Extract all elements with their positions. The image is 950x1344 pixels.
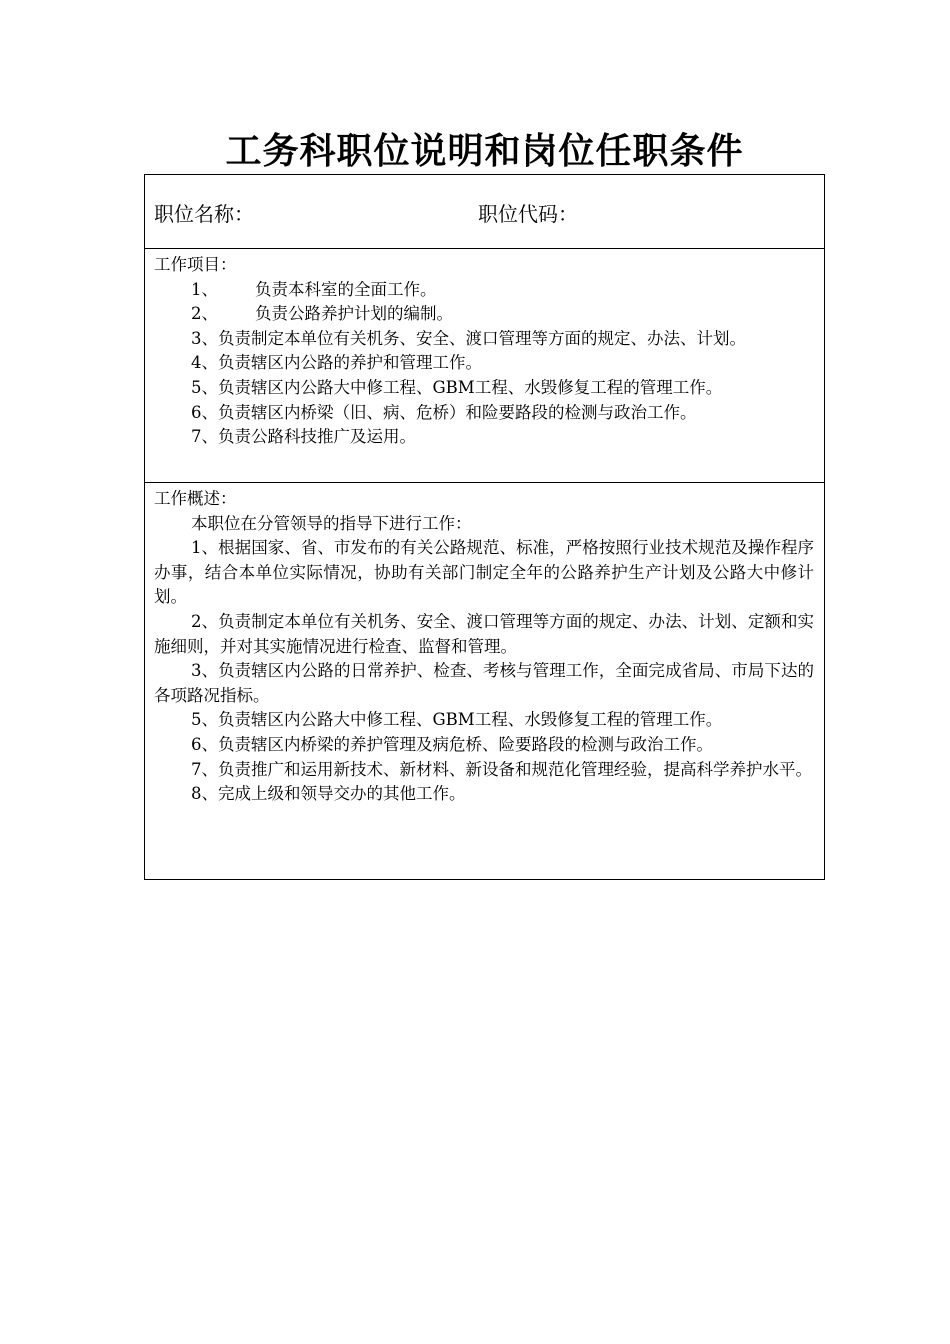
list-item: 3、负责制定本单位有关机务、安全、渡口管理等方面的规定、办法、计划。	[191, 328, 746, 348]
list-item: 1、 负责本科室的全面工作。	[191, 279, 437, 299]
list-item: 2、 负责公路养护计划的编制。	[191, 304, 453, 324]
job-description-table	[144, 174, 825, 880]
overview-paragraph: 2、负责制定本单位有关机务、安全、渡口管理等方面的规定、办法、计划、定额和实施细则，并对其实施情况进行检查、监督和管理。	[154, 611, 814, 656]
position-code-label: 职位代码：	[478, 202, 578, 226]
work-items-section	[145, 249, 824, 483]
overview-paragraph: 8、完成上级和领导交办的其他工作。	[191, 784, 466, 804]
page-title: 工务科职位说明和岗位任职条件	[225, 131, 744, 172]
work-overview-section	[145, 483, 824, 879]
overview-paragraph: 6、负责辖区内桥梁的养护管理及病危桥、险要路段的检测与政治工作。	[191, 734, 713, 754]
overview-paragraph: 3、负责辖区内公路的日常养护、检查、考核与管理工作，全面完成省局、市局下达的各项路况指标。	[154, 661, 814, 705]
list-item: 7、负责公路科技推广及运用。	[191, 427, 416, 447]
work-items-heading: 工作项目：	[154, 255, 237, 274]
list-item: 4、负责辖区内公路的养护和管理工作。	[191, 353, 482, 373]
list-item: 5、负责辖区内公路大中修工程、GBM工程、水毁修复工程的管理工作。	[191, 377, 723, 397]
list-item: 6、负责辖区内桥梁（旧、病、危桥）和险要路段的检测与政治工作。	[191, 402, 697, 422]
position-name-label: 职位名称：	[154, 202, 254, 226]
overview-paragraph: 1、根据国家、省、市发布的有关公路规范、标准，严格按照行业技术规范及操作程序办事，结合本单位实际情况，协助有关部门制定全年的公路养护生产计划及公路大中修计划。	[154, 538, 814, 607]
overview-paragraph: 5、负责辖区内公路大中修工程、GBM工程、水毁修复工程的管理工作。	[191, 710, 723, 730]
work-overview-heading: 工作概述：	[154, 489, 237, 508]
overview-paragraph: 7、负责推广和运用新技术、新材料、新设备和规范化管理经验，提高科学养护水平。	[191, 759, 812, 779]
overview-paragraph: 本职位在分管领导的指导下进行工作：	[191, 513, 472, 533]
position-header-row	[145, 175, 824, 249]
